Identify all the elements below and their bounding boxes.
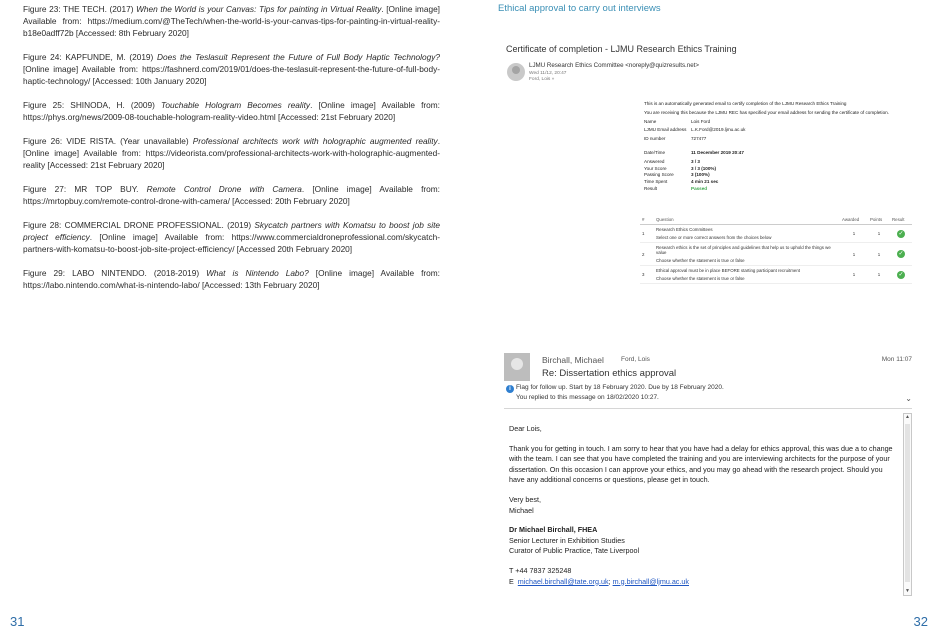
email-greeting: Dear Lois, (509, 424, 542, 433)
page-number-left: 31 (10, 614, 25, 629)
info-icon: i (506, 385, 514, 393)
email-flag-info (506, 383, 724, 402)
certificate-title: Certificate of completion - LJMU Research Ethics Training (506, 44, 737, 54)
certificate-results (644, 150, 906, 192)
right-page (470, 0, 940, 635)
check-icon: ✓ (898, 271, 904, 278)
certificate-intro: This is an automatically generated email to certify completion of the LJMU Research Ethics Training (644, 101, 847, 106)
field-row: ID number 727477 (644, 136, 707, 142)
reference-item: Figure 28: COMMERCIAL DRONE PROFESSIONAL. (2019) Skycatch partners with Komatsu to boost job site project efficiency. [Online image] Available from: https://www.commercialdroneprofessional.com/skycatch-partners-with-komatsu-to-boost-job-site-project-efficiency/ [Accessed 20th February 2020] (23, 220, 440, 254)
divider (504, 408, 912, 409)
reference-item: Figure 25: SHINODA, H. (2009) Touchable Hologram Becomes reality. [Online image] Available from: https://phys.org/news/2009-08-touchable-hologram-reality-video.html [Accessed: 21st February 2020] (23, 100, 440, 122)
field-row: Name Lois Ford (644, 118, 711, 124)
figure-references (23, 3, 440, 303)
email-contact: T +44 7837 325248 E michael.birchall@tate.org.uk; m.g.birchall@ljmu.ac.uk (509, 565, 689, 586)
scroll-thumb[interactable] (905, 424, 910, 582)
check-icon: ✓ (898, 251, 904, 257)
result-row: Your Score 3 / 3 (100%) (644, 165, 717, 171)
reference-item: Figure 26: VIDE RISTA. (Year unavailable) Professional architects work with holographic augmented reality. [Online image] Available from: https://videorista.com/professional-architects-work-with-holographic-augmented-reality [Accessed: 21st February 2020] (23, 136, 441, 170)
avatar (507, 63, 525, 81)
certificate-meta (529, 71, 566, 82)
certificate-date: Wed 11/12, 20:47 (529, 71, 567, 76)
table-header-row: # Question Awarded Points Result (640, 215, 912, 225)
email-subject: Re: Dissertation ethics approval (542, 368, 677, 379)
result-row: Passing Score 3 (100%) (644, 172, 710, 178)
certificate-intro2: You are receiving this because the LJMU REC has specified your email address for sending the certificate of completion. (644, 109, 889, 115)
scrollbar[interactable] (903, 413, 912, 596)
email-body (509, 424, 894, 596)
chevron-down-icon[interactable]: ⌄ (905, 394, 912, 403)
signature-name: Dr Michael Birchall, FHEA (509, 525, 598, 535)
certificate-to: Ford, Lois » (529, 76, 555, 82)
certificate-fields (644, 119, 906, 142)
certificate-header (504, 62, 912, 88)
reference-item: Figure 27: MR TOP BUY. Remote Control Drone with Camera. [Online image] Available from: https://mrtopbuy.com/remote-control-drone-with-camera/ [Accessed: 20th February 2020] (23, 184, 440, 206)
email-sender: Birchall, Michael (542, 355, 604, 365)
reference-item: Figure 29: LABO NINTENDO. (2018-2019) What is Nintendo Labo? [Online image] Available from: https://labo.nintendo.com/what-is-nintendo-labo/ [Accessed: 13th February 2020] (23, 268, 440, 290)
result-row: Date/Time 11 December 2019 20:47 (644, 149, 744, 155)
email-link[interactable]: michael.birchall@tate.org.uk (517, 576, 609, 586)
section-title: Ethical approval to carry out interviews (498, 3, 661, 14)
scroll-up-icon[interactable]: ▲ (905, 414, 910, 420)
table-row: 2 Research ethics is the set of principles and guidelines that help us to uphold the things we value Choose whether the statement is true or false 1 1 ✓ (640, 243, 912, 266)
result-row: Result Passed (644, 185, 708, 191)
certificate-screenshot (504, 44, 912, 306)
avatar (504, 353, 530, 381)
scroll-down-icon[interactable]: ▼ (905, 588, 910, 594)
email-time: Mon 11:07 (881, 356, 912, 363)
email-link[interactable]: m.g.birchall@ljmu.ac.uk (612, 576, 689, 586)
result-row: Answered 3 / 3 (644, 158, 700, 164)
check-icon: ✓ (898, 230, 904, 237)
certificate-sender: LJMU Research Ethics Committee <noreply@quizresults.net> (529, 62, 699, 69)
result-row: Time Spent 4 min 21 sec (644, 179, 719, 185)
field-row: LJMU Email address L.K.Ford@2019.ljmu.ac.uk (644, 127, 746, 133)
signature-role: Senior Lecturer in Exhibition Studies (509, 535, 625, 545)
email-screenshot (504, 351, 912, 596)
page-number-right: 32 (913, 614, 928, 629)
signature-role: Curator of Public Practice, Tate Liverpool (509, 546, 640, 556)
reference-item: Figure 23: THE TECH. (2017) When the World is your Canvas: Tips for painting in Virtual Reality. [Online image] Available from: https://medium.com/@TheTech/when-the-world-is-your-canvas-tips-for-painting-in-virtual-reality-b18e0adff72b [Accessed: 8th February 2020] (23, 4, 440, 38)
table-row: 3 Ethical approval must be in place BEFORE starting participant recruitment Choose whether the statement is true or false 1 1 ✓ (640, 266, 912, 284)
signature-phone: T +44 7837 325248 (509, 565, 572, 575)
replied-text: You replied to this message on 18/02/2020 10:27. (516, 394, 659, 401)
flag-text: Flag for follow up. Start by 18 February 2020. Due by 18 February 2020. (516, 384, 724, 391)
reference-item: Figure 24: KAPFUNDE, M. (2019) Does the Teslasuit Represent the Future of Full Body Haptic Technology? [Online image] Available from: https://fashnerd.com/2019/01/does-the-teslasuit-represent-the-future-of-full-body-haptic-technology/ [Accessed: 10th January 2020] (23, 52, 441, 86)
questions-table (640, 215, 912, 284)
email-closing: Very best, Michael (509, 494, 541, 515)
email-signature (509, 525, 894, 557)
table-row: 1 Research Ethics Committees Select one or more correct answers from the choices below 1 1 ✓ (640, 225, 912, 243)
email-recipient: Ford, Lois (621, 356, 650, 363)
certificate-body (644, 101, 906, 193)
email-message: Thank you for getting in touch. I am sorry to hear that you have had a delay for ethics approval, this was due a to change with the team. I can see that you have completed the training and you are interviewing architects for the purpose of your dissertation. On this occasion I can approve your ethics, and you may go ahead with the research project. Should you have any additional concerns or questions, please get in touch. (509, 443, 893, 485)
